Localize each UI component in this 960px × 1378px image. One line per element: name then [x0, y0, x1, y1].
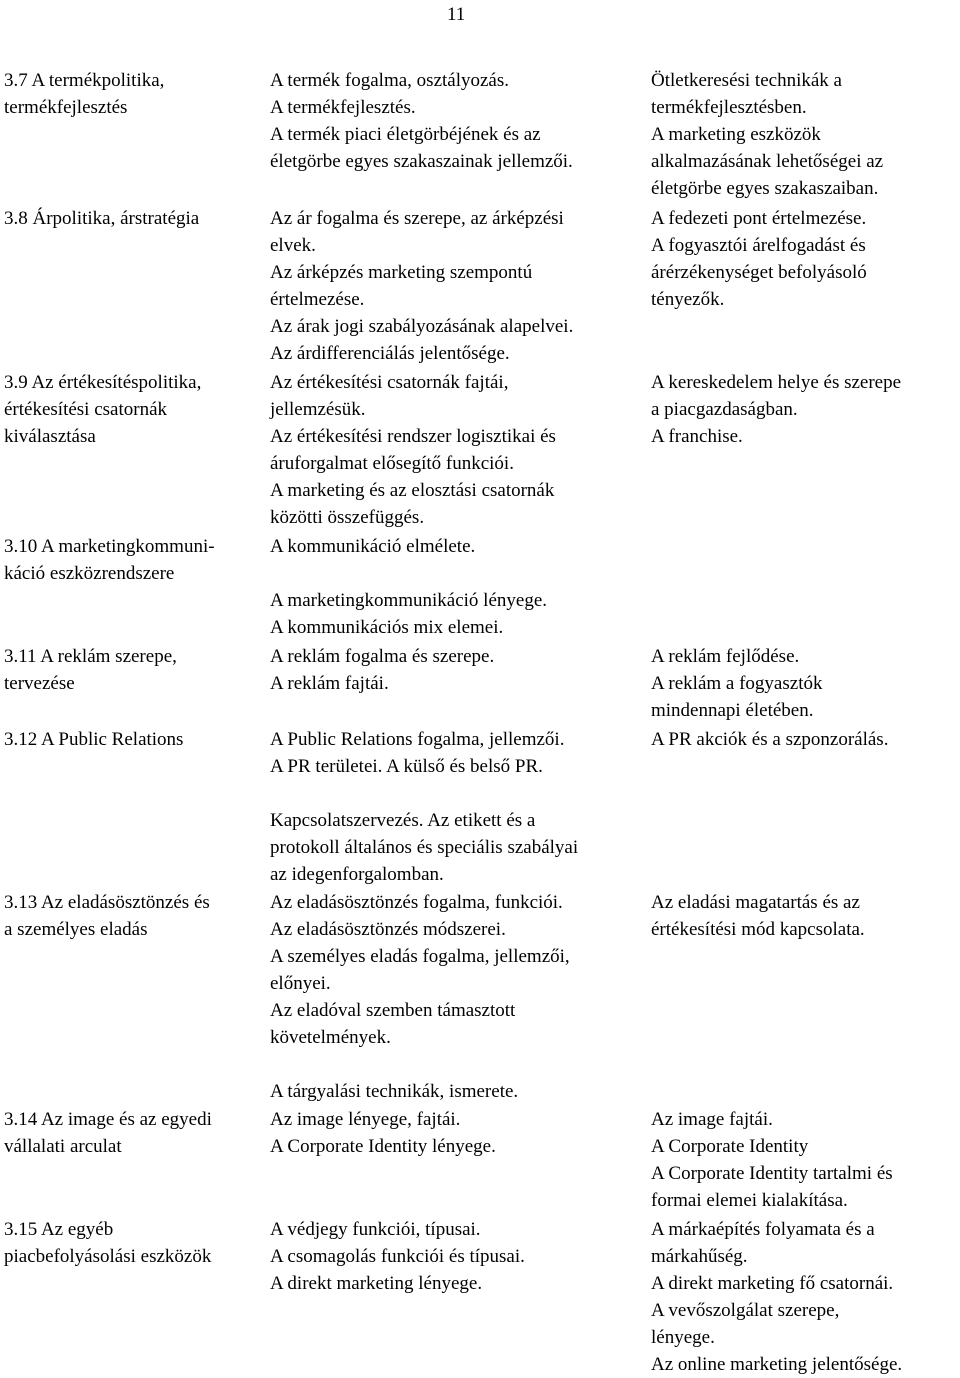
content-cell: Az image lényege, fajtái. A Corporate Identity lényege.	[270, 1109, 496, 1157]
extra-cell: A reklám fejlődése. A reklám a fogyasztók mindennapi életében.	[651, 646, 823, 721]
topic-cell: 3.12 A Public Relations	[4, 729, 184, 750]
content-cell: A termék fogalma, osztályozás. A termékfejlesztés. A termék piaci életgörbéjének és az életgörbe egyes szakaszainak jellemzői.	[270, 70, 573, 172]
topic-cell: 3.10 A marketingkommuni- káció eszközrendszere	[4, 536, 215, 584]
topic-cell: 3.9 Az értékesítéspolitika, értékesítési csatornák kiválasztása	[4, 372, 202, 447]
extra-cell: Az image fajtái. A Corporate Identity A Corporate Identity tartalmi és formai elemei kialakítása.	[651, 1109, 893, 1211]
content-cell: A Public Relations fogalma, jellemzői. A PR területei. A külső és belső PR. Kapcsolatszervezés. Az etikett és a protokoll általános és speciális szabályai az idegenforgalomban.	[270, 729, 579, 885]
content-cell: Az eladásösztönzés fogalma, funkciói. Az eladásösztönzés módszerei. A személyes eladás fogalma, jellemzői, előnyei. Az eladóval szemben támasztott követelmények. A tárgyalási technikák, ismerete.	[270, 892, 570, 1102]
page-number: 11	[447, 4, 466, 25]
extra-cell: A fedezeti pont értelmezése. A fogyasztói árelfogadást és árérzékenységet befolyásoló tényezők.	[651, 208, 867, 310]
content-cell: Az értékesítési csatornák fajtái, jellemzésük. Az értékesítési rendszer logisztikai és áruforgalmat elősegítő funkciói. A marketing és az elosztási csatornák közötti összefüggés.	[270, 372, 556, 528]
topic-cell: 3.14 Az image és az egyedi vállalati arculat	[4, 1109, 212, 1157]
extra-cell: Az eladási magatartás és az értékesítési mód kapcsolata.	[651, 892, 865, 940]
topic-cell: 3.11 A reklám szerepe, tervezése	[4, 646, 177, 694]
content-cell: A védjegy funkciói, típusai. A csomagolás funkciói és típusai. A direkt marketing lényege.	[270, 1219, 525, 1294]
extra-cell: A kereskedelem helye és szerepe a piacgazdaságban. A franchise.	[651, 372, 902, 447]
extra-cell: Ötletkeresési technikák a termékfejlesztésben. A marketing eszközök alkalmazásának lehetőségei az életgörbe egyes szakaszaiban.	[651, 70, 884, 199]
content-cell: A reklám fogalma és szerepe. A reklám fajtái.	[270, 646, 495, 694]
content-cell: Az ár fogalma és szerepe, az árképzési elvek. Az árképzés marketing szempontú értelmezése. Az árak jogi szabályozásának alapelvei. Az árdifferenciálás jelentősége.	[270, 208, 574, 364]
topic-cell: 3.13 Az eladásösztönzés és a személyes eladás	[4, 892, 210, 940]
topic-cell: 3.15 Az egyéb piacbefolyásolási eszközök	[4, 1219, 212, 1267]
topic-cell: 3.8 Árpolitika, árstratégia	[4, 208, 200, 229]
content-cell: A kommunikáció elmélete. A marketingkommunikáció lényege. A kommunikációs mix elemei.	[270, 536, 548, 638]
topic-cell: 3.7 A termékpolitika, termékfejlesztés	[4, 70, 165, 118]
extra-cell: A PR akciók és a szponzorálás.	[651, 729, 889, 750]
extra-cell: A márkaépítés folyamata és a márkahűség. A direkt marketing fő csatornái. A vevőszolgálat szerepe, lényege. Az online marketing jelentősége.	[651, 1219, 903, 1375]
